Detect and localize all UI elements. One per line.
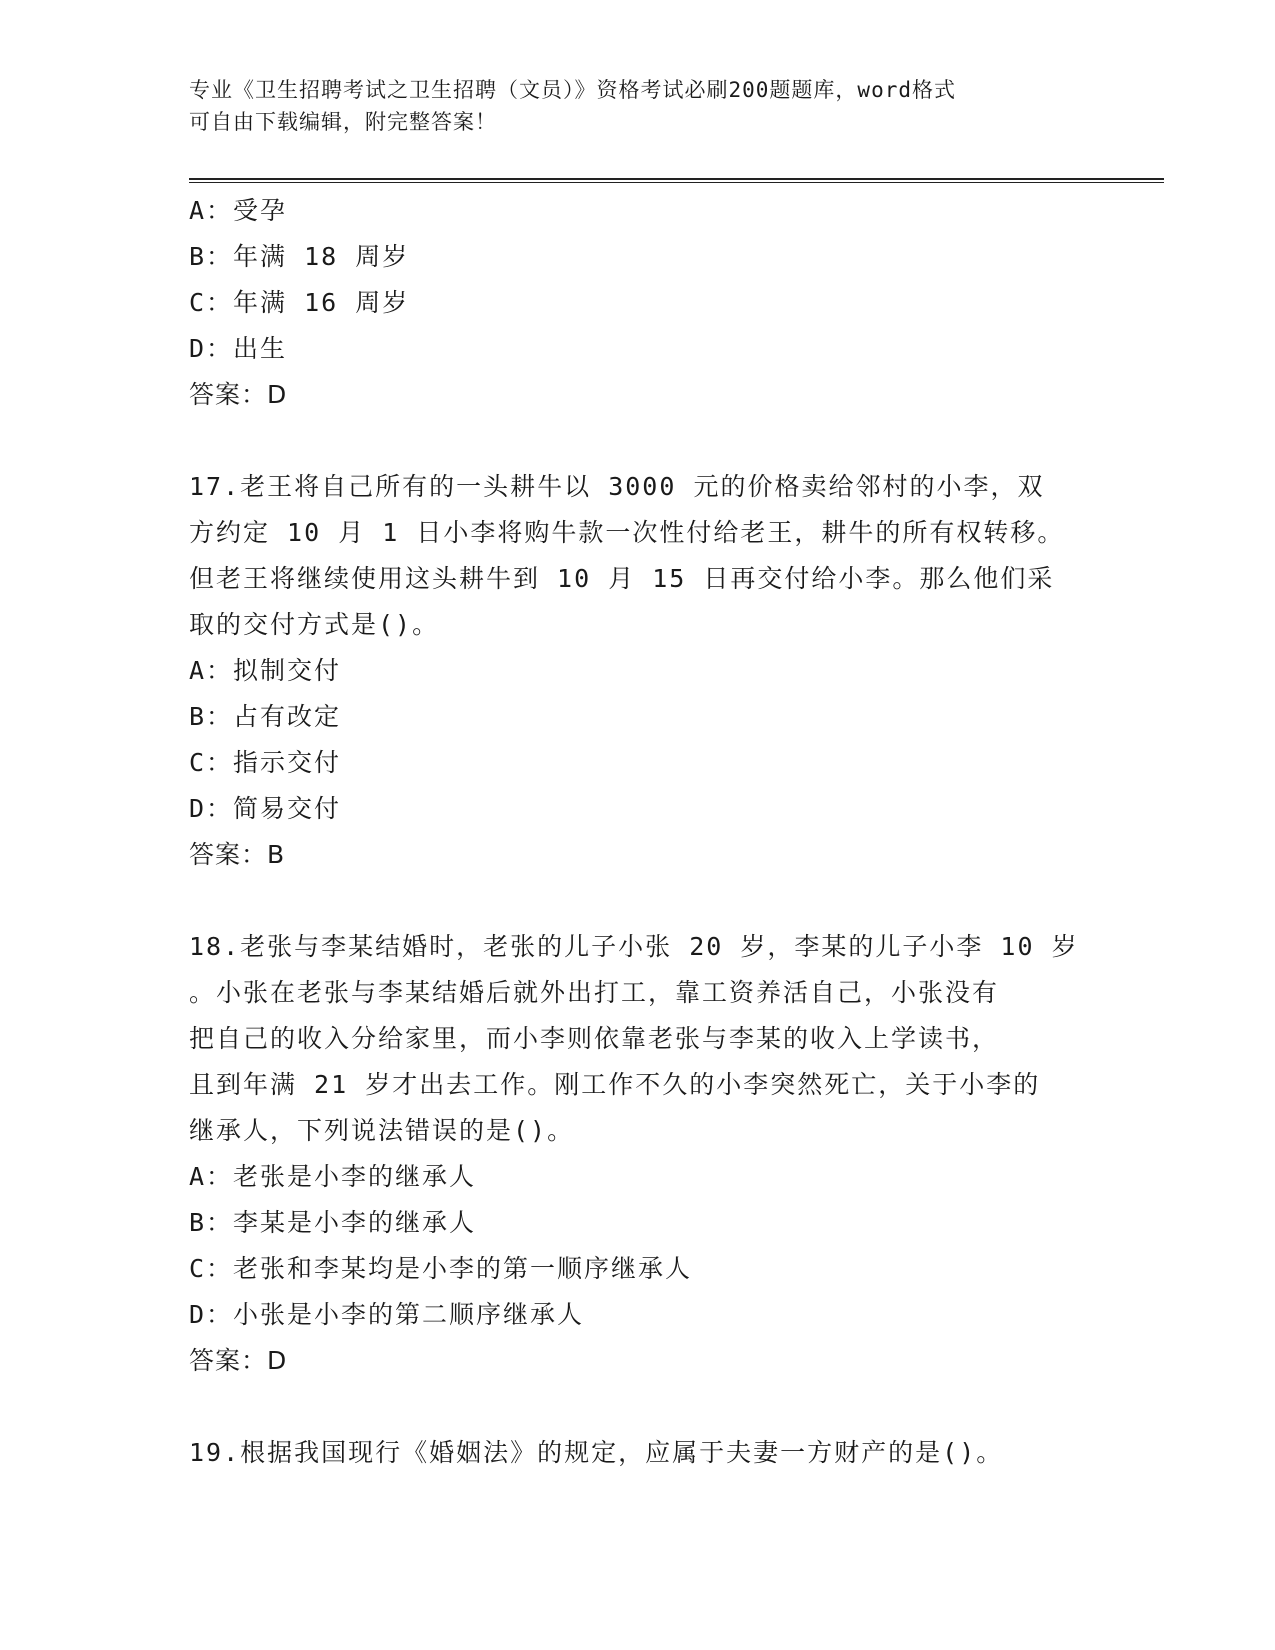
stem-line: 且到年满 21 岁才出去工作。刚工作不久的小李突然死亡，关于小李的 [189,1070,1041,1099]
answer-line: 答案：D [189,1346,288,1375]
question-stem [189,1430,1089,1476]
header-divider [189,178,1164,183]
spacer [189,418,1089,464]
question-list [189,188,1089,1476]
option-c: C：年满 16 周岁 [189,288,410,317]
spacer [189,878,1089,924]
question-16-continued [189,188,1089,418]
question-stem [189,464,1089,648]
option-d: D：简易交付 [189,794,342,823]
option-a: A：拟制交付 [189,656,342,685]
stem-line: 19.根据我国现行《婚姻法》的规定，应属于夫妻一方财产的是()。 [189,1438,1004,1467]
spacer [189,1384,1089,1430]
option-d: D：出生 [189,334,288,363]
header-title-line-1: 专业《卫生招聘考试之卫生招聘（文员）》资格考试必刷200题题库，word格式 [189,78,956,102]
option-c: C：老张和李某均是小李的第一顺序继承人 [189,1254,693,1283]
stem-line: 取的交付方式是()。 [189,610,440,639]
option-c: C：指示交付 [189,748,342,777]
question-stem [189,924,1089,1154]
option-b: B：李某是小李的继承人 [189,1208,477,1237]
header-title-line-2: 可自由下载编辑，附完整答案！ [189,110,497,134]
document-header [189,74,1089,138]
option-a: A：老张是小李的继承人 [189,1162,477,1191]
question-18 [189,924,1089,1384]
stem-line: 18.老张与李某结婚时，老张的儿子小张 20 岁，李某的儿子小李 10 岁 [189,932,1079,961]
option-a: A：受孕 [189,196,288,225]
stem-line: 17.老王将自己所有的一头耕牛以 3000 元的价格卖给邻村的小李，双 [189,472,1045,501]
answer-line: 答案：B [189,840,286,869]
stem-line: 继承人，下列说法错误的是()。 [189,1116,575,1145]
option-b: B：占有改定 [189,702,342,731]
question-17 [189,464,1089,878]
stem-line: 但老王将继续使用这头耕牛到 10 月 15 日再交付给小李。那么他们采 [189,564,1055,593]
stem-line: 把自己的收入分给家里，而小李则依靠老张与李某的收入上学读书， [189,1024,1000,1053]
stem-line: 。小张在老张与李某结婚后就外出打工，靠工资养活自己，小张没有 [189,978,1000,1007]
answer-line: 答案：D [189,380,288,409]
stem-line: 方约定 10 月 1 日小李将购牛款一次性付给老王，耕牛的所有权转移。 [189,518,1065,547]
question-19 [189,1430,1089,1476]
option-b: B：年满 18 周岁 [189,242,410,271]
option-d: D：小张是小李的第二顺序继承人 [189,1300,585,1329]
